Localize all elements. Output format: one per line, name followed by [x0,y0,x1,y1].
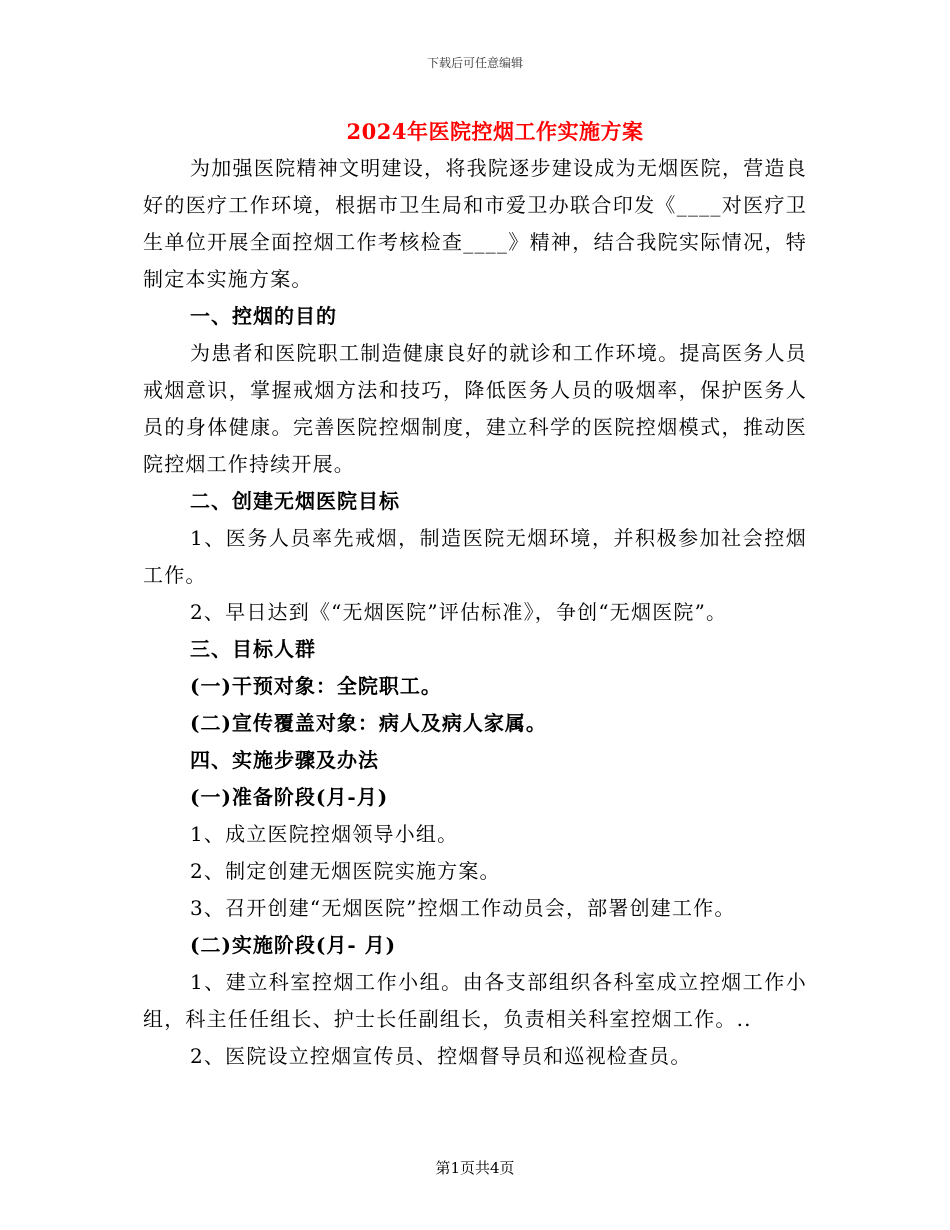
page-header: 下载后可任意编辑 [426,56,523,70]
document-title: 2024年医院控烟工作实施方案 [346,119,644,144]
section-heading-target-groups: 三、目标人群 [190,637,316,661]
goal-item-1: 1、医务人员率先戒烟，制造医院无烟环境，并积极参加社会控烟工作。 [143,526,807,587]
goal-item-2: 2、早日达到《“无烟医院”评估标准》，争创“无烟医院”。 [190,600,728,624]
section-heading-purpose: 一、控烟的目的 [190,304,337,328]
subheading-preparation-stage: (一)准备阶段(月-月) [190,785,389,809]
section-heading-goals: 二、创建无烟医院目标 [190,489,400,513]
prep-item-2: 2、制定创建无烟医院实施方案。 [190,859,501,883]
subheading-publicity-targets: (二)宣传覆盖对象：病人及病人家属。 [190,711,547,735]
intro-paragraph: 为加强医院精神文明建设，将我院逐步建设成为无烟医院，营造良好的医疗工作环境，根据市卫生局和市爱卫办联合印发《____对医疗卫生单位开展全面控烟工作考核检查____》精神，结合我院实际情况，特制定本实施方案。 [143,156,807,291]
impl-item-1: 1、建立科室控烟工作小组。由各支部组织各科室成立控烟工作小组，科主任任组长、护士长任副组长，负责相关科室控烟工作。.. [143,970,807,1031]
prep-item-1: 1、成立医院控烟领导小组。 [190,822,459,846]
purpose-paragraph: 为患者和医院职工制造健康良好的就诊和工作环境。提高医务人员戒烟意识，掌握戒烟方法和技巧，降低医务人员的吸烟率，保护医务人员的身体健康。完善医院控烟制度，建立科学的医院控烟模式，推动医院控烟工作持续开展。 [143,341,807,476]
subheading-implementation-stage: (二)实施阶段(月- 月) [190,933,397,957]
subheading-intervention-targets: (一)干预对象：全院职工。 [190,674,442,698]
impl-item-2: 2、医院设立控烟宣传员、控烟督导员和巡视检查员。 [190,1044,692,1068]
document-body [143,150,807,1075]
section-heading-steps: 四、实施步骤及办法 [190,748,379,772]
prep-item-3: 3、召开创建“无烟医院”控烟工作动员会，部署创建工作。 [190,896,736,920]
page-footer: 第1页共4页 [435,1159,515,1177]
